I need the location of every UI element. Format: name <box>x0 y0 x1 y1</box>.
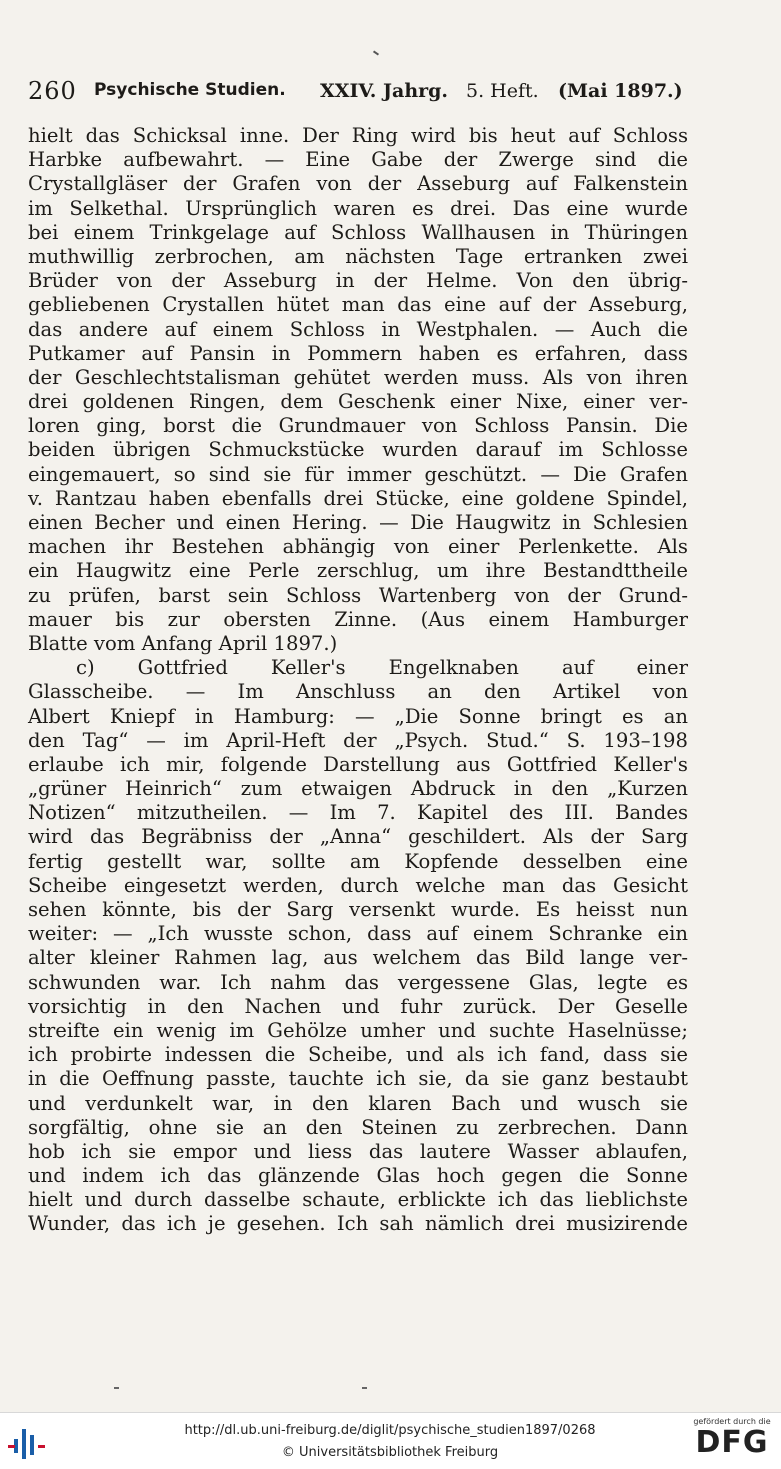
text-line: Wunder, das ich je gesehen. Ich sah nämlich drei musizirende <box>28 1212 688 1236</box>
text-line: und verdunkelt war, in den klaren Bach und wusch sie <box>28 1091 688 1115</box>
text-line: erlaube ich mir, folgende Darstellung aus Gottfried Keller's <box>28 752 688 776</box>
page-header <box>28 77 728 112</box>
text-line: Crystallgläser der Grafen von der Asseburg auf Falkenstein <box>28 172 688 196</box>
source-url-link[interactable]: http://dl.ub.uni-freiburg.de/diglit/psychische_studien1897/0268 <box>184 1423 596 1438</box>
text-line: eingemauert, so sind sie für immer geschützt. — Die Grafen <box>28 462 688 486</box>
text-line: beiden übrigen Schmuckstücke wurden darauf im Schlosse <box>28 438 688 462</box>
body-text <box>28 124 688 1237</box>
text-line: Scheibe eingesetzt werden, durch welche man das Gesicht <box>28 873 688 897</box>
page-number: 260 <box>28 77 77 105</box>
text-line: mauer bis zur obersten Zinne. (Aus einem Hamburger <box>28 607 688 631</box>
text-line: schwunden war. Ich nahm das vergessene Glas, legte es <box>28 970 688 994</box>
text-line: ein Haugwitz eine Perle zerschlug, um ihre Bestandttheile <box>28 559 688 583</box>
text-line: hob ich sie empor und liess das lautere Wasser ablaufen, <box>28 1139 688 1163</box>
issue-label: 5. Heft. <box>466 80 539 102</box>
text-line: hielt und durch dasselbe schaute, erblickte ich das lieblichste <box>28 1188 688 1212</box>
dfg-wordmark: DFG <box>695 1425 769 1460</box>
text-line: der Geschlechtstalisman gehütet werden muss. Als von ihren <box>28 365 688 389</box>
text-line: vorsichtig in den Nachen und fuhr zurück. Der Geselle <box>28 994 688 1018</box>
text-line: wird das Begräbniss der „Anna“ geschildert. Als der Sarg <box>28 825 688 849</box>
issue-date: (Mai 1897.) <box>558 80 683 102</box>
text-line: weiter: — „Ich wusste schon, dass auf einem Schranke ein <box>28 922 688 946</box>
dfg-tagline: gefördert durch die <box>693 1417 771 1426</box>
section-heading-line: Glasscheibe. — Im Anschluss an den Artikel von <box>28 680 688 704</box>
text-line: Putkamer auf Pansin in Pommern haben es erfahren, dass <box>28 341 688 365</box>
text-line: bei einem Trinkgelage auf Schloss Wallhausen in Thüringen <box>28 220 688 244</box>
text-line: im Selkethal. Ursprünglich waren es drei. Das eine wurde <box>28 196 688 220</box>
text-line: einen Becher und einen Hering. — Die Haugwitz in Schlesien <box>28 511 688 534</box>
text-line: zu prüfen, barst sein Schloss Wartenberg von der Grund- <box>28 583 688 607</box>
text-line: machen ihr Bestehen abhängig von einer Perlenkette. Als <box>28 535 688 559</box>
text-line: Blatte vom Anfang April 1897.) <box>28 631 338 655</box>
volume-label: XXIV. Jahrg. <box>320 80 449 102</box>
text-line: muthwillig zerbrochen, am nächsten Tage ertranken zwei <box>28 244 688 268</box>
text-line: hielt das Schicksal inne. Der Ring wird bis heut auf Schloss <box>28 124 688 147</box>
text-line: das andere auf einem Schloss in Westphalen. — Auch die <box>28 317 688 341</box>
text-line: drei goldenen Ringen, dem Geschenk einer Nixe, einer ver- <box>28 390 688 414</box>
text-line: fertig gestellt war, sollte am Kopfende desselben eine <box>28 849 688 873</box>
text-line: v. Rantzau haben ebenfalls drei Stücke, eine goldene Spindel, <box>28 486 688 510</box>
copyright-notice: © Universitätsbibliothek Freiburg <box>281 1445 499 1460</box>
scan-mark <box>373 50 379 55</box>
text-line: streifte ein wenig im Gehölze umher und suchte Haselnüsse; <box>28 1018 688 1042</box>
text-line: den Tag“ — im April-Heft der „Psych. Stud.“ S. 193–198 <box>28 728 688 752</box>
text-line: Brüder von der Asseburg in der Helme. Von den übrig- <box>28 269 688 293</box>
text-line: alter kleiner Rahmen lag, aus welchem das Bild lange ver- <box>28 946 688 970</box>
text-line: ich probirte indessen die Scheibe, und als ich fand, dass sie <box>28 1043 688 1067</box>
text-line: gebliebenen Crystallen hütet man das eine auf der Asseburg, <box>28 293 688 317</box>
dfg-logo[interactable] <box>688 1417 776 1467</box>
section-heading-line: c) Gottfried Keller's Engelknaben auf einer <box>76 656 688 680</box>
text-line: sehen könnte, bis der Sarg versenkt wurde. Es heisst nun <box>28 898 688 921</box>
text-line: und indem ich das glänzende Glas hoch gegen die Sonne <box>28 1164 688 1188</box>
viewer-footer <box>0 1412 781 1469</box>
text-line: Albert Kniepf in Hamburg: — „Die Sonne bringt es an <box>28 704 688 728</box>
library-logo-icon[interactable] <box>8 1425 52 1459</box>
text-line: loren ging, borst die Grundmauer von Schloss Pansin. Die <box>28 414 688 438</box>
text-line: Harbke aufbewahrt. — Eine Gabe der Zwerge sind die <box>28 148 688 172</box>
scan-mark <box>114 1387 119 1389</box>
running-title: Psychische Studien. <box>94 80 286 100</box>
text-line: sorgfältig, ohne sie an den Steinen zu zerbrechen. Dann <box>28 1115 688 1139</box>
scan-mark <box>362 1387 367 1389</box>
text-line: „grüner Heinrich“ zum etwaigen Abdruck in den „Kurzen <box>28 777 688 801</box>
text-line: Notizen“ mitzutheilen. — Im 7. Kapitel des III. Bandes <box>28 801 688 825</box>
text-line: in die Oeffnung passte, tauchte ich sie, da sie ganz bestaubt <box>28 1067 688 1091</box>
